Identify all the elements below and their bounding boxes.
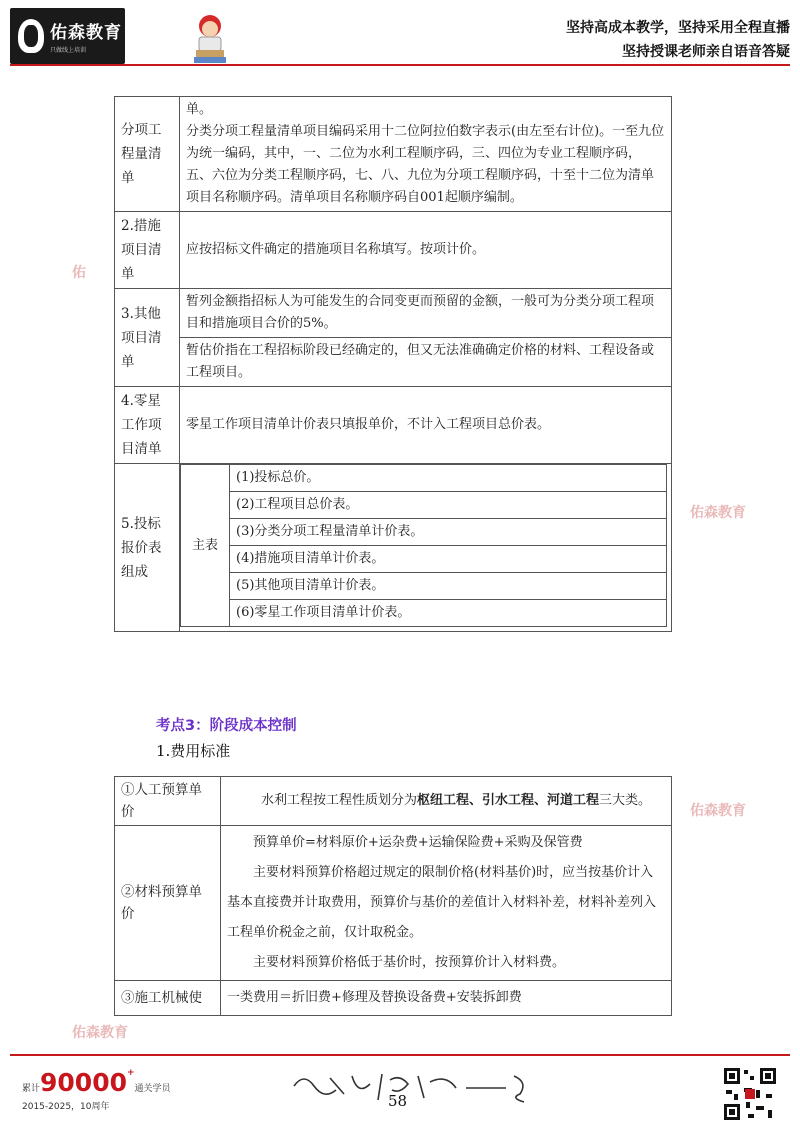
footer-plus: + xyxy=(127,1068,135,1078)
header-divider xyxy=(10,64,790,66)
logo-mark-icon xyxy=(18,19,44,53)
footer-suffix: 通关学员 xyxy=(134,1084,171,1094)
fee-content-labor xyxy=(221,777,672,826)
fee-content-machinery: 一类费用＝折旧费+修理及替换设备费+安装拆卸费 xyxy=(221,981,672,1016)
footer-prefix: 累计 xyxy=(22,1084,41,1094)
brand-logo xyxy=(10,8,125,64)
material-text-1: 主要材料预算价格超过规定的限制价格(材料基价)时，应当按基价计入基本直接费并计取费用，预算价与基价的差值计入材料补差，材料补差列入工程单价税金之前，仅计取税金。 xyxy=(227,865,657,940)
composition-table xyxy=(180,464,667,627)
material-formula: 预算单价=材料原价+运杂费+运输保险费+采购及保管费 xyxy=(253,835,583,850)
labor-text-post: 三大类。 xyxy=(599,793,652,808)
mascot-icon xyxy=(190,12,230,64)
row1-text-b: 分类分项工程量清单项目编码采用十二位阿拉伯数字表示(由左至右计位)。一至九位为统一编码，其中，一、二位为水利工程顺序码，三、四位为专业工程顺序码，五、六位为分类工程顺序码，七、八、九位为分项工程顺序码，十至十二位为清单项目名称顺序码。清单项目名称顺序码自001起顺序编制。 xyxy=(186,124,665,205)
slogan-line-1: 坚持高成本教学，坚持采用全程直播 xyxy=(566,20,790,36)
composition-item: (6)零星工作项目清单计价表。 xyxy=(230,600,667,627)
row-label-other: 3.其他项目清单 xyxy=(115,289,180,387)
labor-text-bold: 枢纽工程、引水工程、河道工程 xyxy=(417,793,600,808)
material-text-2: 主要材料预算价格低于基价时，按预算价计入材料费。 xyxy=(253,955,566,970)
composition-item: (4)措施项目清单计价表。 xyxy=(230,546,667,573)
watermark-logo: 佑 xyxy=(72,265,86,281)
slogan-line-2: 坚持授课老师亲自语音答疑 xyxy=(622,44,790,60)
row-content-composition xyxy=(180,464,672,632)
row-content-provisional: 暂列金额指招标人为可能发生的合同变更而预留的金额，一般可为分类分项工程项目和措施项目合价的5%。 xyxy=(180,289,672,338)
main-forms-label: 主表 xyxy=(181,465,230,627)
row-label-items: 分项工程量清单 xyxy=(115,97,180,212)
watermark-logo: 佑森教育 xyxy=(72,1025,128,1041)
composition-item: (3)分类分项工程量清单计价表。 xyxy=(230,519,667,546)
fee-label-labor: ①人工预算单价 xyxy=(115,777,221,826)
fee-label-machinery: ③施工机械使 xyxy=(115,981,221,1016)
row-content-items xyxy=(180,97,672,212)
page-number: 58 xyxy=(388,1092,408,1110)
row1-text-a: 单。 xyxy=(186,102,213,117)
subsection-heading: 1.费用标准 xyxy=(156,742,231,760)
page-header xyxy=(10,8,790,66)
composition-item: (1)投标总价。 xyxy=(230,465,667,492)
watermark-logo: 佑森教育 xyxy=(690,803,746,819)
footer-count: 90000 xyxy=(40,1068,127,1097)
qr-code-icon xyxy=(722,1066,778,1122)
row-content-estimate: 暂估价指在工程招标阶段已经确定的，但又无法准确确定价格的材料、工程设备或工程项目。 xyxy=(180,338,672,387)
logo-text: 佑森教育 xyxy=(50,23,122,43)
slogan xyxy=(566,16,790,64)
composition-item: (2)工程项目总价表。 xyxy=(230,492,667,519)
composition-item: (5)其他项目清单计价表。 xyxy=(230,573,667,600)
fee-label-material: ②材料预算单价 xyxy=(115,826,221,981)
watermark-logo: 佑森教育 xyxy=(690,505,746,521)
row-label-composition: 5.投标报价表组成 xyxy=(115,464,180,632)
footer-years: 2015-2025，10周年 xyxy=(22,1102,110,1112)
row-content-measures: 应按招标文件确定的措施项目名称填写。按项计价。 xyxy=(180,212,672,289)
labor-text-pre: 水利工程按工程性质划分为 xyxy=(261,793,418,808)
row-label-daywork: 4.零星工作项目清单 xyxy=(115,387,180,464)
logo-subtext: 只做线上培训 xyxy=(50,47,87,54)
fee-table xyxy=(114,776,672,1016)
footer-stats xyxy=(22,1068,171,1112)
footer-divider xyxy=(10,1054,790,1056)
fee-content-material xyxy=(221,826,672,981)
bill-table xyxy=(114,96,672,632)
row-label-measures: 2.措施项目清单 xyxy=(115,212,180,289)
signature-image xyxy=(290,1066,550,1106)
row-content-daywork: 零星工作项目清单计价表只填报单价，不计入工程项目总价表。 xyxy=(180,387,672,464)
section-heading: 考点3：阶段成本控制 xyxy=(156,718,297,734)
